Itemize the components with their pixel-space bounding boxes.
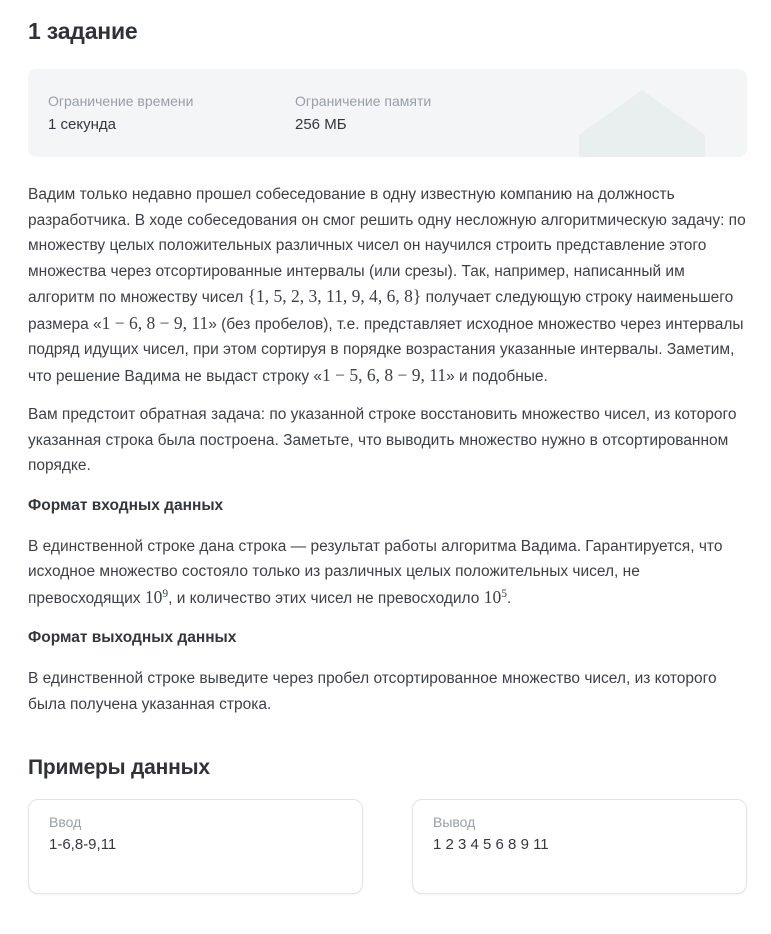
house-watermark-icon	[579, 90, 705, 157]
math-power-exponent: 9	[162, 587, 169, 600]
math-interval-string-1: 1 − 6, 8 − 9, 11	[101, 312, 209, 333]
math-power-base: 10	[144, 586, 163, 607]
input-format-text-3: .	[506, 589, 512, 607]
statement-p1-text-4: » и подобные.	[446, 367, 548, 385]
memory-limit-label: Ограничение памяти	[295, 92, 432, 109]
example-input-label: Ввод	[49, 814, 82, 830]
statement-p1-text-1: Вадим только недавно прошел собеседование в одну известную компанию на должность разработчика. В ходе собеседования он смог решить одну несложную алгоритмическую задачу: по множеству целых положительных различных чисел он научился строить представление этого множества через отсортированные интервалы (или срезы). Так, например, написанный им алгоритм по множеству чисел	[28, 186, 746, 306]
input-format-paragraph	[28, 534, 747, 612]
example-output-label: Вывод	[433, 814, 476, 830]
example-input-value: 1-6,8-9,11	[49, 836, 117, 853]
example-output-value: 1 2 3 4 5 6 8 9 11	[433, 836, 549, 853]
input-format-heading: Формат входных данных	[28, 496, 224, 514]
math-power-base: 10	[483, 586, 502, 607]
memory-limit-value: 256 МБ	[295, 115, 347, 133]
input-format-text-1: В единственной строке дана строка — результат работы алгоритма Вадима. Гарантируется, что исходное множество состояло только из различных целых положительных чисел, не превосходящих	[28, 537, 723, 607]
time-limit-value: 1 секунда	[48, 115, 116, 133]
time-limit-block	[48, 93, 295, 134]
statement-paragraph-2: Вам предстоит обратная задача: по указанной строке восстановить множество чисел, из которого указанная строка была построена. Заметьте, что выводить множество нужно в отсортированном порядке.	[28, 406, 737, 474]
math-power-10-5	[484, 587, 507, 607]
input-format-text-2: , и количество этих чисел не превосходило	[168, 589, 484, 607]
time-limit-label: Ограничение времени	[48, 92, 194, 109]
statement-p1-text-2: получает следующую строку наименьшего размера «	[28, 289, 734, 333]
math-power-10-9	[145, 587, 168, 607]
limits-panel	[28, 69, 747, 157]
example-output-box	[412, 799, 747, 894]
memory-limit-block	[295, 93, 431, 134]
math-interval-string-2: 1 − 5, 6, 8 − 9, 11	[322, 364, 447, 385]
math-power-exponent: 5	[501, 587, 507, 600]
examples-heading: Примеры данных	[28, 756, 210, 779]
example-input-box	[28, 799, 363, 894]
examples-row	[28, 799, 747, 894]
math-set-expression: {1, 5, 2, 3, 11, 9, 4, 6, 8}	[247, 286, 422, 306]
output-format-heading: Формат выходных данных	[28, 629, 237, 646]
statement-paragraph-1	[28, 182, 747, 389]
statement-p1-text-3: » (без пробелов), т.е. представляет исходное множество через интервалы подряд идущих чисел, при этом сортируя в порядке возрастания указанные интервалы. Заметим, что решение Вадима не выдаст строку «	[28, 315, 744, 385]
output-format-paragraph: В единственной строке выведите через пробел отсортированное множество чисел, из которого была получена указанная строка.	[28, 670, 717, 713]
page-title: 1 задание	[28, 18, 138, 44]
